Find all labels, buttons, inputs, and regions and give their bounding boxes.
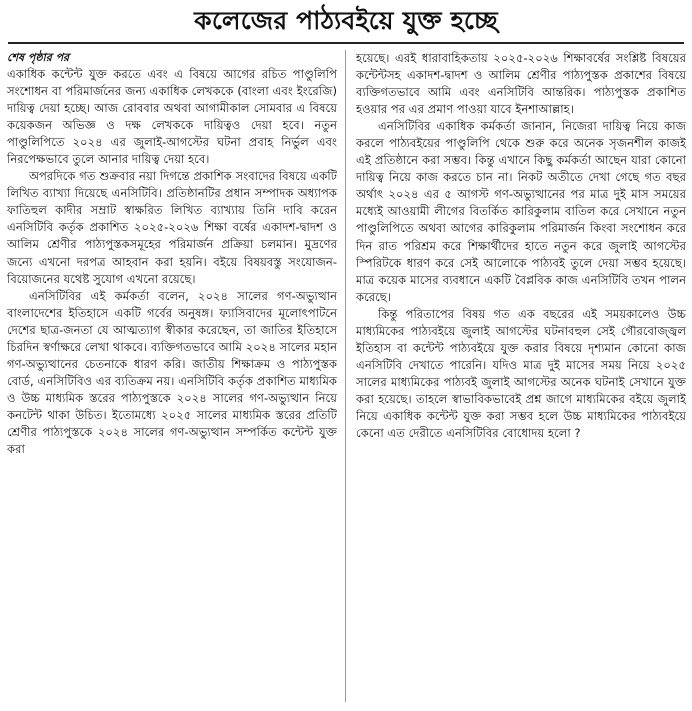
paragraph-left-1: একাধিক কন্টেন্ট যুক্ত করতে এবং এ বিষয়ে আগের রচিত পাণ্ডুলিপি সংশোধন বা পরিমার্জনের জন্য একাধিক লেখককে (বাংলা এবং ইংরেজি) দায়িত্ব দেয়া হচ্ছে। আজ রোববার অথবা আগামীকাল সোমবার এ বিষয়ে কয়েকজন অভিজ্ঞ ও দক্ষ লেখককে দায়িত্বও দেয়া হবে। নতুন পাণ্ডুলিপিতে ২০২৪ এর জুলাই-আগস্টের ঘটনা প্রবাহ নির্ভুল এবং নিরপেক্ষভাবে তুলে আনার দায়িত্ব দেয়া হবে।: [7, 67, 337, 167]
paragraph-right-1: হয়েছে। এরই ধারাবাহিকতায় ২০২৫-২০২৬ শিক্ষাবর্ষের সংশ্লিষ্ট বিষয়ের কন্টেন্টসহ একাদশ-দ্বাদশ ও আলিম শ্রেণীর পাঠ্যপুস্তক প্রকাশের বিষয়ে ব্যক্তিগতভাবে আমি এবং এনসিটিবি আন্তরিক। পাঠ্যপুস্তক প্রকাশিত হওয়ার পর এর প্রমাণ পাওয়া যাবে ইনশাআল্লাহ।: [356, 51, 686, 117]
column-divider: [345, 50, 346, 702]
paragraph-left-2: অপরদিকে গত শুক্রবার নয়া দিগন্তে প্রকাশিক সংবাদের বিষয়ে একটি লিখিত ব্যাখ্যা দিয়েছে এনসিটিবি। প্রতিষ্ঠানটির প্রধান সম্পাদক অধ্যাপক ফাতিহুল কাদীর সম্রাট স্বাক্ষরিত লিখিত ব্যাখ্যায় তিনি দাবি করেন এনসিটিবি কর্তৃক প্রকাশিত ২০২৫-২০২৬ শিক্ষা বর্ষের একাদশ-দ্বাদশ ও আলিম শ্রেণীর পাঠ্যপুস্তকসমূহের পরিমার্জন প্রক্রিয়া চলমান। মুদ্রণের জন্যে এখনো দরপত্র আহবান করা হয়নি। বইয়ে বিষয়বস্তু সংযোজন-বিয়োজনের যথেষ্ট সুযোগ এখনো রয়েছে।: [7, 169, 337, 286]
paragraph-right-2: এনসিটিবির একাধিক কর্মকর্তা জানান, নিজেরা দায়িত্ব নিয়ে কাজ করলে পাঠ্যবইয়ের পাণ্ডুলিপি থেকে শুরু করে অনেক সৃজনশীল কাজই এই প্রতিষ্ঠানে করা সম্ভব। কিন্তু এখানে কিছু কর্মকর্তা আছেন যারা কোনো দায়িত্ব নিয়ে কাজ করতে চান না। নিকট অতীতে দেখা গেছে গত বছর অর্থাৎ ২০২৪ এর ৫ আগস্ট গণ-অভ্যুত্থানের পর মাত্র দুই মাস সময়ের মধ্যেই আওয়ামী লীগের বিতর্কিত কারিকুলাম বাতিল করে সেখানে নতুন পাণ্ডুলিপিতে অথবা আগের কারিকুলাম পরিমার্জন কিংবা সংশোধন করে দিন রাত পরিশ্রম করে শিক্ষার্থীদের হাতে নতুন করে জুলাই আগস্টের স্পিরিটকে ধারণ করে সেই আলোকে পাঠ্যবই তুলে দেয়া সম্ভব হয়েছে। মাত্র কয়েক মাসের ব্যবধানে একটি বৈপ্লবিক কাজ এনসিটিবি তখন পালন করেছে।: [356, 119, 686, 304]
paragraph-left-3: এনসিটিবির এই কর্মকর্তা বলেন, ২০২৪ সালের গণ-অভ্যুত্থান বাংলাদেশের ইতিহাসে একটি গর্বের অনুষঙ্গ। ফ্যাসিবাদের মূলোৎপাটনে দেশের ছাত্র-জনতা যে আত্মত্যাগ স্বীকার করেছেন, তা জাতির ইতিহাসে চিরদিন স্বর্ণাক্ষরে লেখা থাকবে। ব্যক্তিগতভাবে আমি ২০২৪ সালের মহান গণ-অভ্যুত্থানের চেতনাকে ধারণ করি। জাতীয় শিক্ষাক্রম ও পাঠ্যপুস্তক বোর্ড, এনসিটিবিও এর ব্যতিক্রম নয়। এনসিটিবি কর্তৃক প্রকাশিত মাধ্যমিক ও উচ্চ মাধ্যমিক স্তরের পাঠ্যপুস্তকে ২০২৪ সালের গণ-অভ্যুত্থান নিয়ে কনটেন্ট থাকা উচিত। ইতোমধ্যে ২০২৫ সালের মাধ্যমিক স্তরের প্রতিটি শ্রেণীর পাঠ্যপুস্তকে ২০২৪ সালের গণ-অভ্যুত্থান সম্পর্কিত কন্টেন্ট যুক্ত করা: [7, 288, 337, 457]
continued-from-label: শেষ পৃষ্ঠার পর: [7, 51, 70, 64]
article-column-right: [356, 50, 686, 706]
article-column-left: [7, 50, 337, 706]
headline: কলেজের পাঠ্যবইয়ে যুক্ত হচ্ছে: [194, 6, 498, 35]
paragraph-right-3: কিন্তু পরিতাপের বিষয় গত এক বছরের এই সময়কালেও উচ্চ মাধ্যমিকের পাঠ্যবইয়ে জুলাই আগস্টের ঘটনাবহুল সেই গৌরবোজ্জ্বল ইতিহাস বা কন্টেন্ট পাঠ্যবইয়ে যুক্ত করার বিষয়ে দৃশ্যমান কোনো কাজ এনসিটিবি দেখাতে পারেনি। যদিও মাত্র দুই মাসের সময় নিয়ে ২০২৫ সালের মাধ্যমিকের পাঠ্যবই জুলাই আগস্টের অনেক ঘটনাই সেখানে যুক্ত করা হয়েছে। তাহলে স্বাভাবিকভাবেই প্রশ্ন জাগে মাধ্যমিকের বইয়ে জুলাই নিয়ে একাধিক কন্টেন্ট যুক্ত করা সম্ভব হলে উচ্চ মাধ্যমিকের পাঠ্যবইয়ে কেনো এত দেরীতে এনসিটিবির বোধোদয় হলো ?: [356, 306, 686, 441]
headline-rule: [8, 42, 684, 44]
